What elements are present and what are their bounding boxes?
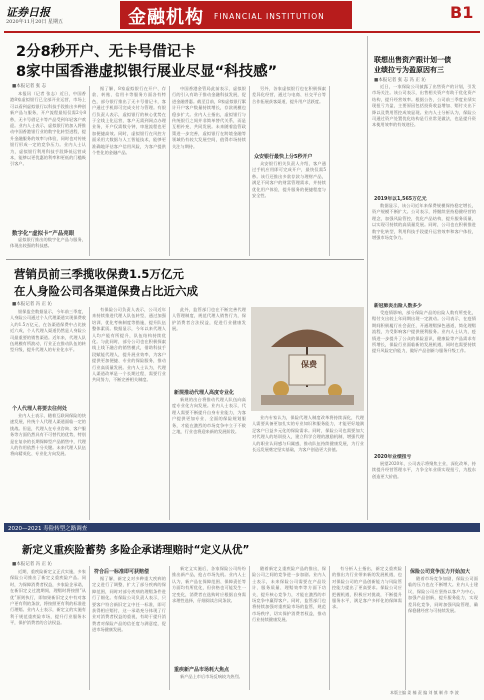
col3-subhead: 众安银行最快上分5秒开户 (254, 154, 313, 160)
body-text: 本报讯（记者 张志）近日，中国香港8家虚拟银行已全部开业运营，市场上可以看到虚拟银行以科技手段推出多种创新产品与服务，开户流程最短仅需2分8秒，无卡号借记卡等产品受到年轻客户欢迎。业内人士表示，虚拟银行的加入将推动中国香港银行业的数字化转型进程，提升金融服务的效率与体验，同时也对传统银行形成一定的竞争压力。业内人士认为，虚拟银行利用科技手段降低运营成本，能够以更优惠的利率和更低的门槛吸引客户。 (10, 91, 86, 167)
column-divider (169, 307, 170, 520)
mid-story-headline-1: 营销员前三季揽收保费1.5万亿元 (14, 267, 184, 281)
side-story-byline: ■本报记者 张 志 冯 正 沁 (374, 78, 426, 83)
bottom-subhead-1: 符合后一标准即可获赔偿 (94, 569, 150, 575)
side-subhead-2: 新冠肺炎出险人数多少 (374, 304, 422, 309)
bottom-story-col-3b (172, 674, 246, 690)
column-divider (169, 566, 170, 690)
column-divider (405, 566, 406, 690)
bottom-story-byline: ■本报记者 冯 正 沁 (12, 562, 53, 567)
section-rule (6, 259, 364, 260)
side-story-text-2 (372, 203, 476, 299)
bottom-story-col-6 (408, 576, 478, 688)
series-banner-text: 2020—2021 寿险转型之路调查 (8, 526, 88, 532)
body-text: 银保监会数据显示，今年前三季度，人身险公司通过个人代理渠道实现保费收入约1.5万亿元，在各渠道保费中占比接近六成，个人代理人渠道仍然是人身险公司最重要的销售渠道。近年来，代理人队伍规模有所波动，行业正在推动队伍的转型升级，提升代理人的专业化水平。 (10, 309, 86, 353)
bottom-story-col-3 (172, 566, 246, 664)
section-title-en: FINANCIAL INSTITUTION (214, 12, 325, 21)
mid-story-col-3b (172, 397, 246, 519)
column-divider (249, 86, 250, 256)
mid-story-byline: ■本报记者 冯 正 沁 (12, 302, 53, 307)
insurance-illustration (251, 307, 364, 411)
mid-story-col-1 (10, 309, 86, 403)
issue-date: 2020年11月20日 星期五 (6, 19, 64, 25)
top-story-col-4b (252, 161, 326, 256)
body-text: 新规的出台将推动代理人队伍向高度专业化方向发展。业内人士表示，代理人需要不断提升自身专业能力，为客户提供更加专业、全面的保险规划服务，才能在激烈的市场竞争中立于不败之地，行业也将迎来新的发展阶段。 (172, 397, 246, 435)
side-story-headline-1: 联想出售资产跟计划一债 (374, 56, 451, 64)
column-divider (89, 307, 90, 520)
top-story-col-1b (10, 237, 86, 255)
top-story-col-1 (10, 91, 86, 227)
bottom-subhead-2: 重疾新产品市场耗大焦点 (174, 667, 230, 673)
top-story-headline-2: 8家中国香港虚拟银行展业尽显“科技感” (16, 64, 278, 80)
body-text: 众安银行相关负责人介绍，客户通过手机应用即可完成开户，最快仅需5秒。该行还推出多款存款与理财产品，满足不同客户的财富管理需求，并持续优化用户体验，提升服务的便捷程度与安全性。 (252, 161, 326, 199)
body-text: 随着市场竞争加剧，保险公司面临的压力也在不断增大。业内人士建议，保险公司应坚持以客户为中心，加强产品创新，提升服务能力，实现差异化竞争，同时加强风险管理，确保稳健经营与可持续发展。 (408, 576, 478, 614)
body-text: 近日，一家保险公司披露了出售资产的计划，引发市场关注。该公司表示，出售相关资产有助于优化资产结构，提升经营效率。根据公告，公司前三季度业绩实现扭亏为盈，主要原因包括投资收益增加、赔付支出下降以及费用管控成效显现。业内人士分析认为，保险公司通过资产处置优化结构是行业常见做法，也是提升资本使用效率的有效途径。 (372, 84, 476, 128)
side-subhead-1: 2019年以1,565万亿元 (374, 197, 427, 202)
mid-story-col-3 (172, 307, 246, 387)
body-text: 业内人士表示，随着互联网保险的快速发展，传统个人代理人渠道面临一定的挑战。但是，代理人在专业咨询、客户服务等方面仍然具有不可替代的优势，特别是在复杂的长期保障型产品销售中，代理人的作用依然十分关键。未来代理人队伍将向精英化、专业化方向发展。 (10, 413, 86, 457)
top-story-col-3 (172, 86, 246, 256)
side-subhead-3: 2020年业绩扭亏 (374, 455, 412, 460)
body-text: 中国香港金管局此前表示，虚拟银行的引入有助于推动金融科技发展，促进金融普惠。截至目前，8家虚拟银行累计开户客户数量持续增长，存款规模也稳步扩大。业内人士指出，虚拟银行与传统银行之间并非简单替代关系，而是互相补充、共同发展。未来随着监管政策进一步完善，虚拟银行在跨境金融等领域仍有较大发展空间，值得市场持续关注与期待。 (172, 86, 246, 149)
bottom-story-col-4 (252, 566, 326, 690)
body-text: 虚拟银行推出的数字化产品与服务，体现出较强的科技感。 (10, 237, 86, 249)
top-story-col-2 (92, 86, 166, 256)
column-divider (169, 86, 170, 256)
body-text: 新定义实施后，各家保险公司纷纷推出新产品，抢占市场先机。业内人士认为，新产品在保障范围、保障责任等方面均有所优化，但价格也可能发生一定变化，消费者在选购时应根据自身需求理性选择，仔细阅读合同条款。 (172, 566, 246, 604)
side-story-headline-2: 业绩拉亏为盈原因有三 (374, 66, 444, 74)
body-text: 展望2020年，公司表示将聚焦主业，深化改革，持续提升经营管理水平，力争全年业绩实现扭亏，为股东创造更大价值。 (372, 461, 476, 479)
newspaper-logo: 证券日报 (6, 6, 50, 19)
mid-story-col-1b (10, 413, 86, 519)
section-title: 金融机构 (128, 7, 204, 28)
bottom-story-col-1 (10, 569, 86, 689)
body-text: 有保险公司负责人表示，公司近年来持续推进代理人队伍转型，通过加强培训、优化考核制度等措施，提升队伍整体素质。数据显示，今年以来代理人人均产能有所提升，队伍结构持续优化。与此同时，部分公司也在积极探索线上线下融合的销售模式，借助科技手段赋能代理人，提升展业效率，为客户提供更加便捷、专业的保险服务，推动行业高质量发展。业内人士认为，代理人渠道改革是一个长期过程，需要行业共同努力，不断完善相关制度。 (92, 307, 166, 383)
bottom-subhead-3: 保险公司竞争压力开始加大 (410, 569, 471, 575)
column-divider (89, 566, 90, 690)
column-divider (329, 86, 330, 256)
top-story-subhead: 数字化“虚拟卡”产品亮眼 (12, 231, 75, 237)
body-text: 另外，各家虚拟银行也在积极探索差异化经营，通过与电商、社交平台等合作拓展获客渠道，提升用户活跃度。 (252, 86, 326, 104)
bottom-story-headline: 新定义重疾险蓄势 多险企承诺理赔时“定义从优” (22, 544, 250, 556)
masthead-rule (4, 31, 480, 33)
right-column-divider (367, 36, 368, 520)
body-text: 随着新定义重疾险产品的推出，保险公司之间的竞争进一步加剧。业内人士表示，未来保险公司需要在产品设计、服务质量、理赔效率等方面下功夫，提升核心竞争力，才能在激烈的市场竞争中赢得客户。同时，监管部门也将持续加强对重疾险市场的监管，规范市场秩序，切实保护消费者权益，推动行业持续健康发展。 (252, 566, 326, 623)
column-divider (329, 566, 330, 690)
body-text: 业内专家认为，保险代理人制度改革将持续深化，代理人需要具备更加扎实的专业知识和服务能力，才能更好地满足客户日益多元化的保险需求。同时，保险公司也需要加大对代理人的培训投入，建立科学合理的激励机制，增强代理人的职业认同感与归属感，推动队伍持续健康发展，为行业长远发展奠定坚实基础，为客户创造更大价值。 (252, 415, 364, 453)
side-story-text-4 (372, 461, 476, 519)
body-text: 此外，监管部门也在不断完善代理人管理制度，规范代理人销售行为，保护消费者合法权益，促进行业健康发展。 (172, 307, 246, 332)
body-text: 据了解，新定义对多种重大疾病的定义进行了调整，扩大了部分疾病的保障范围，同时对部分疾病的理赔条件进行了细化。有保险公司负责人表示，只要客户符合新旧定义中任一标准，即可获得相应赔付，这一承诺充分体现了行业对消费者权益的重视，有助于提升消费者对保险产品的信任度与满意度，促进市场健康发展。 (92, 576, 166, 633)
body-text: 有分析人士指出，新定义重疾险的推出为行业带来新的发展机遇，也对保险公司的产品创新能力与风险管控能力提出了更高要求。保险公司应把握机遇，积极应对挑战，不断提升服务水平，满足客户多样化的保障需求。 (332, 566, 402, 610)
mid-subhead-1: 个人代理人将要去往何处 (12, 406, 68, 412)
mid-story-col-2 (92, 307, 166, 520)
mid-story-col-4 (252, 415, 364, 519)
illustration-label: 保费 (301, 359, 317, 369)
page-number: B1 (450, 3, 474, 22)
column-divider (89, 86, 90, 256)
mid-subhead-2: 新规推动代理人高度专业化 (174, 390, 235, 396)
body-text: 新产品上市后市场反响较为热烈。 (180, 674, 243, 679)
body-text: 据了解，8家虚拟银行在开户、存款、转账、信用卡等服务方面各有特色，部分银行推出了无卡号借记卡，客户通过手机即可完成支付与管理。有银行负责人表示，虚拟银行的核心优势在于全线上化运营，客户无需到网点办理业务，开户仅需数分钟，审批流程也更加便捷高效。同时，虚拟银行在风控方面采用大数据与人工智能技术，能够更准确地评估客户信用风险，为客户提供个性化的金融产品。 (92, 86, 166, 156)
bottom-story-col-2 (92, 576, 166, 690)
body-text: 近期，重疾险新定义正式实施，多家保险公司推出了新定义重疾险产品。同时，为保障消费者权益，多家险企承诺，在新旧定义过渡期间，理赔时将按照“从优”原则执行，即如果新旧定义中有对客户更有利的条款，将按照更有利的标准进行理赔。业内人士表示，新定义的实施有利于规范重疾险市场，提升行业服务水平，保护消费者的合法权益。 (10, 569, 86, 626)
column-divider (249, 566, 250, 690)
side-story-text-1 (372, 84, 476, 192)
bottom-story-col-5 (332, 566, 402, 690)
top-story-col-4 (252, 86, 326, 152)
body-text: 数据显示，该公司近年来保费规模保持稳定增长，资产规模不断扩大。公司表示，将继续坚持稳健经营的理念，加强风险管控，优化产品结构，提升服务质量，以实现可持续的高质量发展。同时，公司也在积极推进数字化转型，利用科技手段提升运营效率和客户体验，增强市场竞争力。 (372, 203, 476, 241)
top-story-byline: ■本报记者 张 志 (12, 84, 47, 89)
mid-story-headline-2: 在人身险公司各渠道保费占比近六成 (14, 284, 198, 298)
page-footer: 本版主编 姜 楠 责 编 刘 慎 制 作 李 波 (390, 690, 459, 695)
top-story-headline-1: 2分8秒开户、无卡号借记卡 (16, 44, 196, 60)
side-story-text-3 (372, 310, 476, 450)
body-text: 受疫情影响，部分保险产品的出险人数有所变化，赔付支出较上年同期出现一定波动。公司表示，在疫情期间积极履行社会责任，开通理赔绿色通道，简化理赔流程，为受影响客户提供便利服务。业内人士认为，疫情进一步提升了公众的保险意识，健康险等产品需求有所增长，保险行业面临新的发展机遇，同时也需要持续提升风险定价能力，做好产品创新与服务升级工作。 (372, 310, 476, 354)
